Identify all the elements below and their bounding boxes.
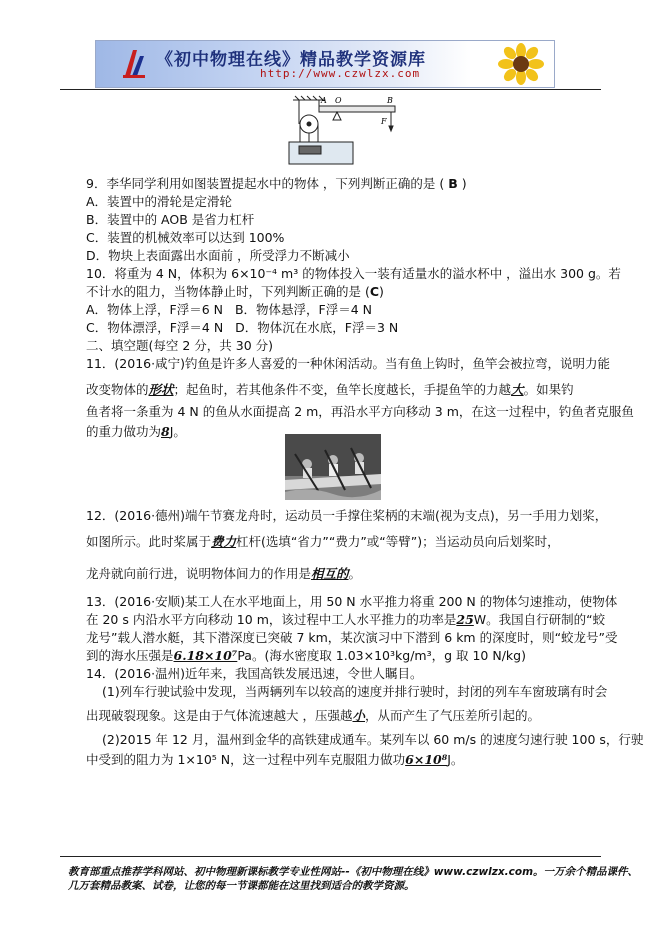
- q11-blank1: 形状: [148, 382, 174, 397]
- q11-blank2: 大: [511, 382, 524, 397]
- q11-line3: 鱼者将一条重为 4 N 的鱼从水面提高 2 m，再沿水平方向移动 3 m，在这一过程中，钓鱼者克服鱼: [86, 404, 634, 419]
- footer-line1: 教育部重点推荐学科网站、初中物理新课标教学专业性网站--《初中物理在线》www.czwlzx.com。一万余个精品课件、: [68, 866, 639, 878]
- q10-option-a: A．物体上浮，F浮＝6 N: [86, 302, 224, 317]
- q12-line2: 如图所示。此时桨属于费力杠杆(选填“省力”“费力”或“等臂”)；当运动员向后划桨时，: [86, 534, 560, 549]
- q14-line1: 14．(2016·温州)近年来，我国高铁发展迅速，令世人瞩目。: [86, 666, 423, 681]
- label-f: F: [381, 117, 387, 126]
- q11-line4: 的重力做功为8J。: [86, 424, 186, 439]
- q10-option-d: D．物体沉在水底，F浮＝3 N: [235, 320, 399, 335]
- q9-option-a: A．装置中的滑轮是定滑轮: [86, 194, 233, 209]
- q9-option-d: D．物块上表面露出水面前 ，所受浮力不断减小: [86, 248, 350, 263]
- q10-option-b: B．物体悬浮，F浮＝4 N: [234, 302, 372, 317]
- q9-option-b: B．装置中的 AOB 是省力杠杆: [86, 212, 255, 227]
- q10-options-ab: [86, 302, 372, 318]
- dragon-boat-photo: [285, 434, 381, 500]
- q10-line2: 不计水的阻力，当物体静止时，下列判断正确的是 (C): [86, 284, 384, 299]
- q14-blank2: 6×10⁸: [405, 752, 448, 767]
- q10-line1: 10．将重为 4 N，体积为 6×10⁻⁴ m³ 的物体投入一装有适量水的溢水杯中 ，溢出水 300 g。若: [86, 266, 621, 281]
- label-b: B: [387, 96, 393, 105]
- section-fill-blank-title: 二、填空题(每空 2 分，共 30 分): [86, 338, 274, 353]
- q13-blank2: 6.18×10⁷: [173, 648, 238, 663]
- q14-part1-line1: (1)列车行驶试验中发现，当两辆列车以较高的速度并排行驶时，封闭的列车车窗玻璃有时会: [102, 684, 608, 699]
- q12-blank1: 费力: [211, 534, 237, 549]
- q12-line1: 12．(2016·德州)端午节赛龙舟时，运动员一手撑住桨柄的末端(视为支点)，另一手用力划桨，: [86, 508, 608, 523]
- header-rule: [60, 89, 601, 90]
- q11-blank3: 8: [161, 424, 170, 439]
- q14-part2-line2: 中受到的阻力为 1×10⁵ N，这一过程中列车克服阻力做功6×10⁸J。: [86, 752, 464, 767]
- q13-line4: 到的海水压强是6.18×10⁷Pa。(海水密度取 1.03×10³kg/m³，g 取 10 N/kg): [86, 648, 526, 663]
- q10-options-cd: [86, 320, 398, 336]
- q12-line3: 龙舟就向前行进，说明物体间力的作用是相互的。: [86, 566, 362, 581]
- q11-line2: 改变物体的形状；起鱼时，若其他条件不变，鱼竿长度越长，手提鱼竿的力越大。如果钓: [86, 382, 574, 397]
- q9-answer: B: [448, 176, 458, 191]
- sunflower-icon: [496, 43, 546, 85]
- q11-line1: 11．(2016·咸宁)钓鱼是许多人喜爱的一种休闲活动。当有鱼上钩时，鱼竿会被拉弯，说明力能: [86, 356, 610, 371]
- q9-option-c: C．装置的机械效率可以达到 100%: [86, 230, 285, 245]
- footer-line2: 几万套精品教案、试卷，让您的每一节课都能在这里找到适合的教学资源。: [68, 880, 415, 892]
- label-o: O: [335, 96, 342, 105]
- q9-stem: 9．李华同学利用如图装置提起水中的物体 ，下列判断正确的是 ( B ): [86, 176, 467, 191]
- q13-line2: 在 20 s 内沿水平方向移动 10 m，该过程中工人水平推力的功率是25W。我国自行研制的“蛟: [86, 612, 606, 627]
- q14-part2-line1: (2)2015 年 12 月，温州到金华的高铁建成通车。某列车以 60 m/s 的速度匀速行驶 100 s，行驶: [102, 732, 644, 747]
- q13-blank1: 25: [456, 612, 474, 627]
- q13-line1: 13．(2016·安顺)某工人在水平地面上，用 50 N 水平推力将重 200 N 的物体匀速推动，使物体: [86, 594, 618, 609]
- q14-blank1: 小: [352, 708, 365, 723]
- site-title: 《初中物理在线》精品教学资源库: [156, 50, 426, 70]
- site-url[interactable]: http://www.czwlzx.com: [260, 67, 421, 80]
- lever-pulley-figure: [285, 92, 405, 170]
- q10-option-c: C．物体漂浮，F浮＝4 N: [86, 320, 224, 335]
- q14-part1-line2: 出现破裂现象。这是由于气体流速越大 ，压强越小，从而产生了气压差所引起的。: [86, 708, 541, 723]
- q10-answer: C: [369, 284, 380, 299]
- q13-line3: 龙号”载人潜水艇，其下潜深度已突破 7 km，某次演习中下潜到 6 km 的深度时，则“蛟龙号”受: [86, 630, 618, 645]
- site-logo-icon: [121, 46, 147, 80]
- q12-blank2: 相互的: [311, 566, 349, 581]
- footer-rule: [60, 856, 601, 857]
- header-banner: [95, 40, 555, 88]
- label-a: A: [321, 96, 327, 105]
